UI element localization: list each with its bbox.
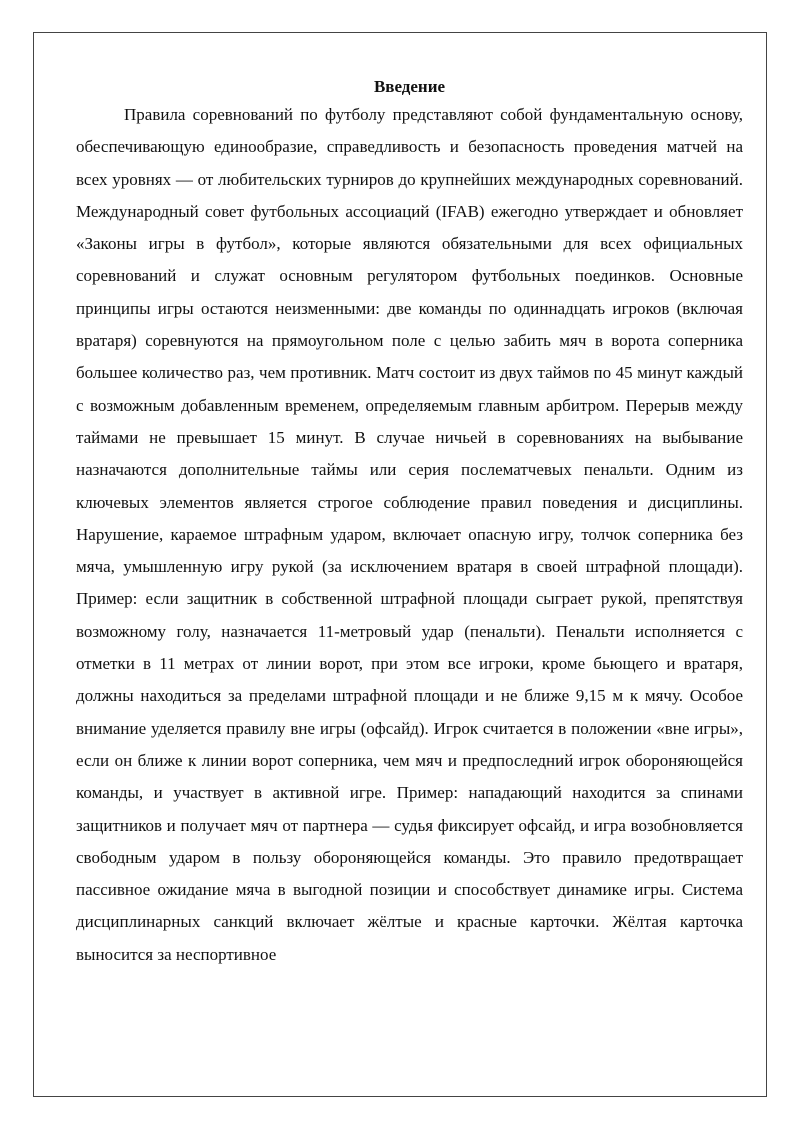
document-page — [33, 32, 767, 1097]
page-title: Введение — [373, 77, 446, 96]
page-content — [76, 75, 743, 971]
body-paragraph: Правила соревнований по футболу представляют собой фундаментальную основу, обеспечивающую единообразие, справедливость и безопасность проведения матчей на всех уровнях — от любительских турниров до крупнейших международных соревнований. Международный совет футбольных ассоциаций (IFAB) ежегодно утверждает и обновляет «Законы игры в футбол», которые являются обязательными для всех официальных соревнований и служат основным регулятором футбольных поединков. Основные принципы игры остаются неизменными: две команды по одиннадцать игроков (включая вратаря) соревнуются на прямоугольном поле с целью забить мяч в ворота соперника большее количество раз, чем противник. Матч состоит из двух таймов по 45 минут каждый с возможным добавленным временем, определяемым главным арбитром. Перерыв между таймами не превышает 15 минут. В случае ничьей в соревнованиях на выбывание назначаются дополнительные таймы или серия послематчевых пенальти. Одним из ключевых элементов является строгое соблюдение правил поведения и дисциплины. Нарушение, караемое штрафным ударом, включает опасную игру, толчок соперника без мяча, умышленную игру рукой (за исключением вратаря в своей штрафной площади). Пример: если защитник в собственной штрафной площади сыграет рукой, препятствуя возможному голу, назначается 11-метровый удар (пенальти). Пенальти исполняется с отметки в 11 метрах от линии ворот, при этом все игроки, кроме бьющего и вратаря, должны находиться за пределами штрафной площади и не ближе 9,15 м к мячу. Особое внимание уделяется правилу вне игры (офсайд). Игрок считается в положении «вне игры», если он ближе к линии ворот соперника, чем мяч и предпоследний игрок обороняющейся команды, и участвует в активной игре. Пример: нападающий находится за спинами защитников и получает мяч от партнера — судья фиксирует офсайд, и игра возобновляется свободным ударом в пользу обороняющейся команды. Это правило предотвращает пассивное ожидание мяча в выгодной позиции и способствует динамике игры. Система дисциплинарных санкций включает жёлтые и красные карточки. Жёлтая карточка выносится за неспортивное — [76, 105, 743, 964]
